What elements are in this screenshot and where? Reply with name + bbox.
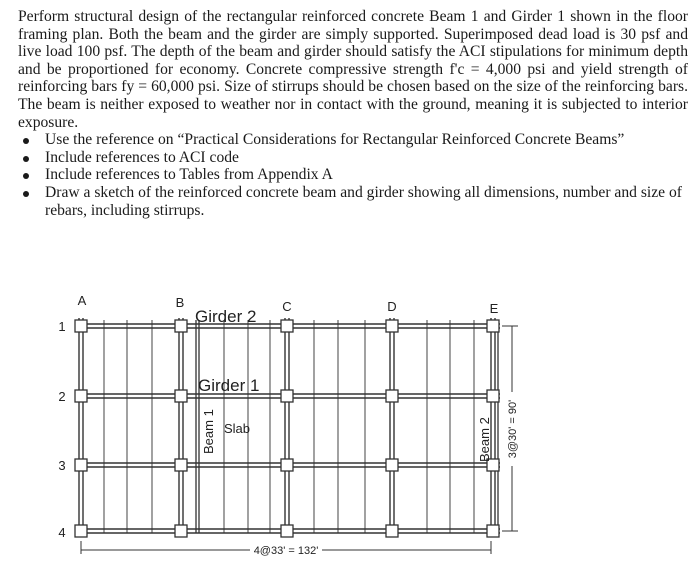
girder-lines [76,324,500,533]
slab-label: Slab [224,421,251,436]
bullet-item: Include references to Tables from Appendix A [18,166,688,184]
row-label-1: 1 [58,319,66,334]
bullet-item: Include references to ACI code [18,149,688,167]
vertical-dimension-label: 3@30' = 90' [507,399,519,459]
row-label-4: 4 [58,525,66,540]
girder-1-label: Girder 1 [198,376,260,395]
row-label-2: 2 [58,389,66,404]
beam-2-label: Beam 2 [477,417,492,462]
col-label-e: E [489,301,499,316]
columns [75,320,499,537]
beam-1-line [196,320,199,533]
problem-paragraph: Perform structural design of the rectangular reinforced concrete Beam 1 and Girder 1 shown in the floor framing plan. Both the beam and the girder are simply supported. Superimposed dead load is 30 psf and live load 100 psf. The depth of the beam and girder should satisfy the ACI stipulations for minimum depth and be proportioned for economy. Concrete compressive strength f'c = 4,000 psi and yield strength of reinforcing bars fy = 60,000 psi. Size of stirrups should be chosen based on the size of the reinforcing bars. The beam is neither exposed to weather nor in contact with the ground, meaning it is subjected to interior exposure. [18,8,688,131]
col-label-a: A [77,293,87,308]
bullet-item: Use the reference on “Practical Considerations for Rectangular Reinforced Concrete Beams” [18,131,688,149]
col-label-c: C [282,299,292,314]
row-label-3: 3 [58,458,66,473]
horizontal-dimension-label: 4@33' = 132' [253,545,319,557]
col-label-b: B [175,295,185,310]
beam-1-label: Beam 1 [201,409,216,454]
column-lines [79,318,495,536]
girder-2-label: Girder 2 [195,307,257,326]
col-label-d: D [387,299,397,314]
bullet-item: Draw a sketch of the reinforced concrete beam and girder showing all dimensions, number and size of rebars, including stirrups. [18,184,688,219]
